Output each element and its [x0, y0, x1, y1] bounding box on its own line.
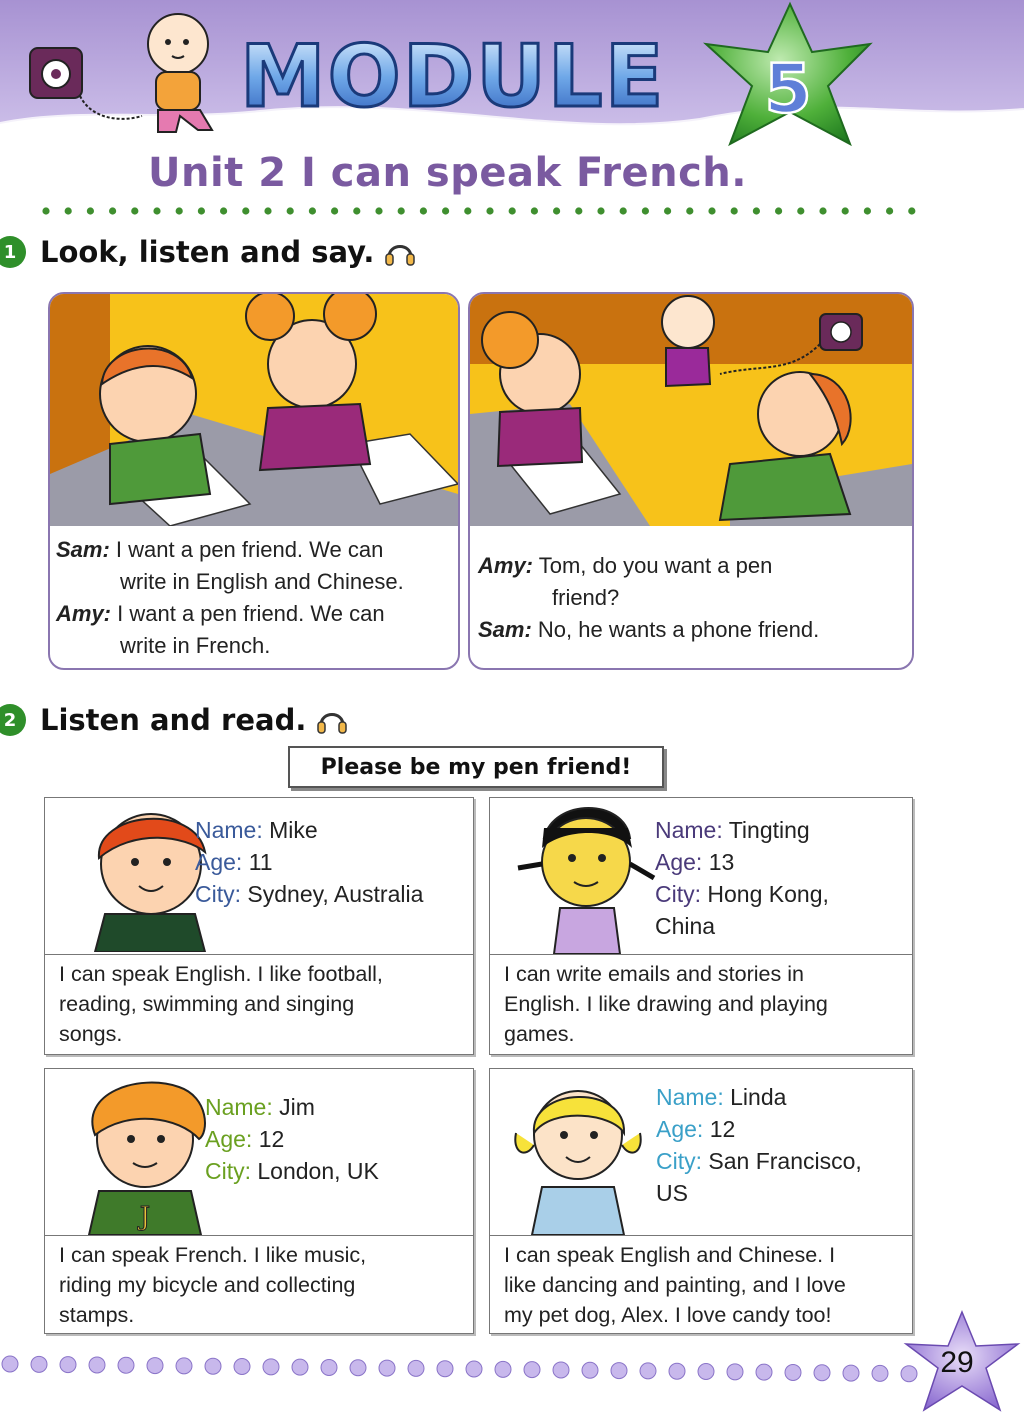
caption-line	[56, 598, 458, 630]
profile-name: Jim	[279, 1094, 315, 1120]
tingting-portrait	[504, 798, 664, 954]
name-label: Name:	[655, 817, 723, 843]
profile-name: Linda	[730, 1084, 787, 1110]
desc-line: English. I like drawing and playing	[504, 992, 828, 1016]
divider-dot	[464, 207, 471, 214]
profile-city-cont: China	[655, 913, 716, 939]
border-bead	[118, 1357, 134, 1373]
headphones-icon[interactable]	[384, 237, 416, 267]
border-bead	[872, 1365, 888, 1381]
border-bead	[350, 1360, 366, 1376]
section1-title: Look, listen and say.	[40, 235, 375, 269]
caption-text: I want a pen friend. We can	[115, 537, 384, 562]
name-label: Name:	[656, 1084, 724, 1110]
module-number: 5	[764, 50, 812, 129]
tingting-info	[655, 814, 829, 942]
divider-dot	[242, 207, 249, 214]
border-bead	[727, 1364, 743, 1380]
divider-dot	[65, 207, 72, 214]
border-bead	[553, 1362, 569, 1378]
profile-card-tingting	[489, 797, 913, 1055]
module-word-art	[230, 28, 690, 128]
divider-dot	[731, 207, 738, 214]
caption-line	[478, 614, 912, 646]
border-bead	[640, 1363, 656, 1379]
border-bead	[292, 1359, 308, 1375]
profile-city: Sydney, Australia	[247, 881, 424, 907]
divider-dot	[686, 207, 693, 214]
name-label: Name:	[205, 1094, 273, 1120]
profile-age: 11	[248, 849, 273, 875]
speaker-label: Sam:	[478, 617, 532, 642]
panel-left-illustration	[50, 294, 458, 526]
caption-line	[56, 630, 458, 662]
profile-city-cont: US	[656, 1180, 688, 1206]
caption-line	[56, 534, 458, 566]
profile-age: 12	[258, 1126, 285, 1152]
divider-dot	[575, 207, 582, 214]
city-label: City:	[656, 1148, 702, 1174]
divider-dot	[842, 207, 849, 214]
desc-line: like dancing and painting, and I love	[504, 1273, 846, 1297]
divider-dot	[375, 207, 382, 214]
divider-dot	[442, 207, 449, 214]
speaker-label: Amy:	[56, 601, 112, 626]
jim-description	[45, 1235, 473, 1333]
speaker-label: Amy:	[478, 553, 534, 578]
divider-dot	[42, 207, 49, 214]
divider-dot	[753, 207, 760, 214]
border-bead	[524, 1362, 540, 1378]
divider-dot	[620, 207, 627, 214]
border-bead	[408, 1360, 424, 1376]
border-bead	[669, 1363, 685, 1379]
linda-portrait	[502, 1073, 652, 1235]
module-number-star	[690, 0, 890, 160]
baby-character	[128, 6, 228, 146]
profile-age: 12	[709, 1116, 736, 1142]
profile-name: Tingting	[728, 817, 810, 843]
border-bead	[2, 1356, 18, 1372]
border-bead	[698, 1364, 714, 1380]
desc-line: stamps.	[59, 1303, 135, 1327]
divider-dot	[264, 207, 271, 214]
headphones-icon[interactable]	[316, 705, 348, 735]
caption-line	[56, 566, 458, 598]
city-label: City:	[195, 881, 241, 907]
panel-right-caption	[470, 550, 912, 668]
comic-panel-left	[48, 292, 460, 670]
divider-dot	[886, 207, 893, 214]
desc-line: riding my bicycle and collecting	[59, 1273, 356, 1297]
border-bead	[843, 1365, 859, 1381]
desc-line: I can write emails and stories in	[504, 962, 804, 986]
divider-dot	[531, 207, 538, 214]
svg-text:J: J	[139, 1202, 151, 1232]
divider-dot	[864, 207, 871, 214]
divider-dot	[797, 207, 804, 214]
border-bead	[814, 1365, 830, 1381]
speaker-label: Sam:	[56, 537, 110, 562]
module-word: MODULE	[240, 28, 666, 127]
divider-dot	[309, 207, 316, 214]
border-bead	[785, 1364, 801, 1380]
divider-dot	[109, 207, 116, 214]
divider-dot	[664, 207, 671, 214]
age-label: Age:	[655, 849, 703, 875]
caption-text: Tom, do you want a pen	[538, 553, 773, 578]
panel-right-illustration	[470, 294, 912, 526]
profile-card-mike	[44, 797, 474, 1055]
section1-number: 1	[0, 236, 26, 268]
caption-text: I want a pen friend. We can	[117, 601, 385, 626]
section1-heading	[0, 232, 416, 272]
border-bead	[31, 1356, 47, 1372]
section2-number: 2	[0, 704, 26, 736]
divider-dot	[131, 207, 138, 214]
section2-title: Listen and read.	[40, 703, 307, 737]
caption-line	[478, 582, 912, 614]
divider-dot	[642, 207, 649, 214]
profile-city: San Francisco,	[708, 1148, 862, 1174]
page-number: 29	[940, 1346, 974, 1379]
mike-description	[45, 954, 473, 1054]
age-label: Age:	[195, 849, 243, 875]
border-bead	[263, 1359, 279, 1375]
profile-city: Hong Kong,	[707, 881, 829, 907]
divider-dot	[708, 207, 715, 214]
border-bead	[60, 1357, 76, 1373]
border-bead	[147, 1358, 163, 1374]
divider-dot	[486, 207, 493, 214]
border-bead	[205, 1358, 221, 1374]
divider-dot	[176, 207, 183, 214]
divider-dot	[775, 207, 782, 214]
border-bead	[611, 1363, 627, 1379]
profile-age: 13	[708, 849, 735, 875]
divider-dot	[597, 207, 604, 214]
caption-line	[478, 550, 912, 582]
profile-name: Mike	[269, 817, 318, 843]
divider-dot	[287, 207, 294, 214]
divider-dot	[87, 207, 94, 214]
divider-dot	[398, 207, 405, 214]
divider-dot	[198, 207, 205, 214]
divider-dot	[220, 207, 227, 214]
border-bead	[321, 1359, 337, 1375]
divider-dot	[908, 207, 915, 214]
caption-text: friend?	[552, 585, 620, 610]
age-label: Age:	[656, 1116, 704, 1142]
border-bead	[756, 1364, 772, 1380]
linda-description	[490, 1235, 912, 1333]
tingting-description	[490, 954, 912, 1054]
profile-card-linda	[489, 1068, 913, 1334]
divider-dot	[509, 207, 516, 214]
profile-city: London, UK	[257, 1158, 379, 1184]
desc-line: reading, swimming and singing	[59, 992, 355, 1016]
border-bead	[466, 1361, 482, 1377]
desc-line: I can speak English. I like football,	[59, 962, 383, 986]
border-bead	[89, 1357, 105, 1373]
mike-info	[195, 814, 423, 910]
unit-title: Unit 2 I can speak French.	[148, 150, 747, 196]
city-label: City:	[655, 881, 701, 907]
divider-dot	[420, 207, 427, 214]
caption-text: write in French.	[120, 633, 271, 658]
divider-dot	[553, 207, 560, 214]
desc-line: I can speak English and Chinese. I	[504, 1243, 836, 1267]
desc-line: games.	[504, 1022, 575, 1046]
border-bead	[495, 1361, 511, 1377]
border-bead	[234, 1359, 250, 1375]
desc-line: songs.	[59, 1022, 123, 1046]
jim-portrait	[59, 1073, 229, 1235]
linda-info	[656, 1081, 862, 1209]
caption-text: write in English and Chinese.	[120, 569, 404, 594]
border-bead	[582, 1362, 598, 1378]
desc-line: I can speak French. I like music,	[59, 1243, 367, 1267]
border-bead	[379, 1360, 395, 1376]
city-label: City:	[205, 1158, 251, 1184]
divider-dot	[353, 207, 360, 214]
divider-dot	[819, 207, 826, 214]
panel-left-caption	[50, 534, 458, 668]
age-label: Age:	[205, 1126, 253, 1152]
jim-info	[205, 1091, 379, 1187]
pen-friend-title-box: Please be my pen friend!	[288, 746, 664, 788]
border-bead	[176, 1358, 192, 1374]
border-bead	[437, 1361, 453, 1377]
desc-line: my pet dog, Alex. I love candy too!	[504, 1303, 832, 1327]
comic-panel-right	[468, 292, 914, 670]
divider-dot	[153, 207, 160, 214]
bottom-dot-border	[0, 1350, 930, 1390]
caption-text: No, he wants a phone friend.	[537, 617, 820, 642]
divider-dot	[331, 207, 338, 214]
section2-heading	[0, 700, 348, 740]
dotted-divider	[40, 203, 920, 219]
name-label: Name:	[195, 817, 263, 843]
profile-card-jim	[44, 1068, 474, 1334]
